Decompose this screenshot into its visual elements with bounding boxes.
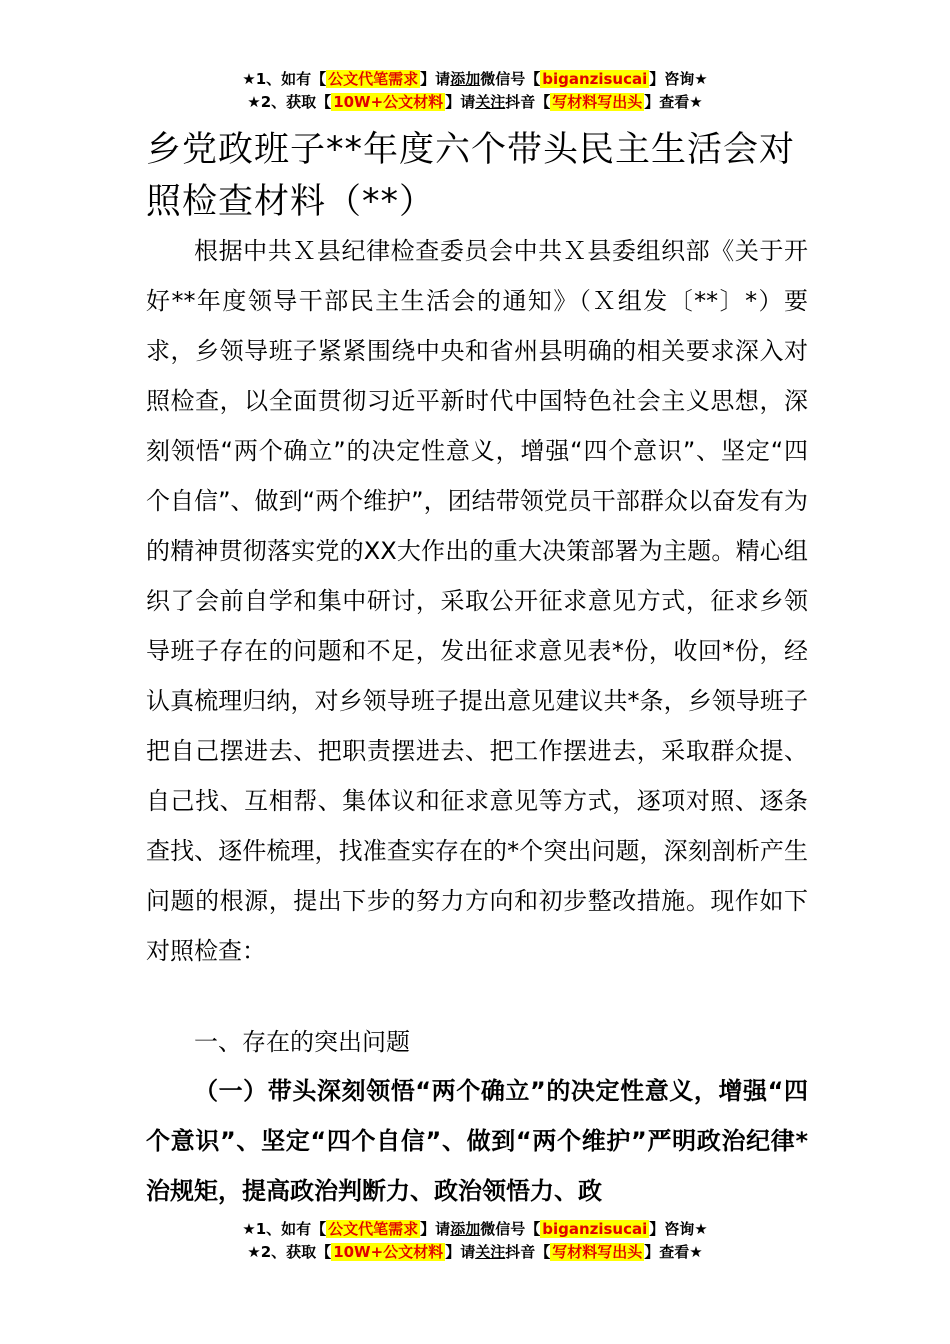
banner-text: 】请: [445, 1243, 476, 1261]
banner-line-1: [0, 1218, 950, 1241]
banner-highlight: 写材料写出头: [552, 1243, 643, 1261]
banner-underlined-text: 添加: [450, 70, 481, 88]
banner-highlight: 10W+公文材料: [333, 1243, 444, 1261]
footer-banner: [0, 1218, 950, 1264]
banner-highlight: 公文代笔需求: [328, 1220, 419, 1238]
subsection-heading: （一）带头深刻领悟“两个确立”的决定性意义，增强“四个意识”、坚定“四个自信”、做到“两个维护”严明政治纪律*治规矩，提高政治判断力、政治领悟力、政: [146, 1077, 808, 1205]
banner-underlined-text: 关注: [475, 93, 506, 111]
header-banner: [0, 68, 950, 114]
banner-text: 】请: [420, 70, 451, 88]
banner-highlight: biganzisucai: [542, 70, 648, 88]
banner-line-2: [0, 1241, 950, 1264]
banner-line-1: [0, 68, 950, 91]
banner-text: ★2、获取【: [247, 93, 332, 111]
banner-text: 】请: [420, 1220, 451, 1238]
section-heading: 一、存在的突出问题: [194, 1028, 410, 1056]
banner-text: ★1、如有【: [242, 70, 327, 88]
banner-highlight: 10W+公文材料: [333, 93, 444, 111]
banner-text: 微信号【: [480, 1220, 541, 1238]
banner-text: 】请: [445, 93, 476, 111]
banner-text: 】查看★: [644, 93, 703, 111]
banner-text: 微信号【: [480, 70, 541, 88]
banner-line-2: [0, 91, 950, 114]
banner-highlight: biganzisucai: [542, 1220, 648, 1238]
banner-text: ★1、如有【: [242, 1220, 327, 1238]
banner-underlined-text: 添加: [450, 1220, 481, 1238]
banner-text: 】咨询★: [649, 1220, 708, 1238]
banner-text: 】查看★: [644, 1243, 703, 1261]
banner-highlight: 写材料写出头: [552, 93, 643, 111]
document-title: 乡党政班子**年度六个带头民主生活会对照检查材料（**）: [146, 130, 796, 222]
banner-text: ★2、获取【: [247, 1243, 332, 1261]
banner-underlined-text: 关注: [475, 1243, 506, 1261]
banner-text: 抖音【: [505, 1243, 551, 1261]
banner-highlight: 公文代笔需求: [328, 70, 419, 88]
banner-text: 】咨询★: [649, 70, 708, 88]
body-paragraph: 根据中共Ｘ县纪律检查委员会中共Ｘ县委组织部《关于开好**年度领导干部民主生活会的通知》（Ｘ组发〔**〕*）要求，乡领导班子紧紧围绕中央和省州县明确的相关要求深入对照检查，以全面贯彻习近平新时代中国特色社会主义思想，深刻领悟“两个确立”的决定性意义，增强“四个意识”、坚定“四个自信”、做到“两个维护”，团结带领党员干部群众以奋发有为的精神贯彻落实党的XX大作出的重大决策部署为主题。精心组织了会前自学和集中研讨，采取公开征求意见方式，征求乡领导班子存在的问题和不足，发出征求意见表*份，收回*份，经认真梳理归纳，对乡领导班子提出意见建议共*条，乡领导班子把自己摆进去、把职责摆进去、把工作摆进去，采取群众提、自己找、互相帮、集体议和征求意见等方式，逐项对照、逐条查找、逐件梳理，找准查实存在的*个突出问题，深刻剖析产生问题的根源，提出下步的努力方向和初步整改措施。现作如下对照检查：: [146, 237, 808, 965]
banner-text: 抖音【: [505, 93, 551, 111]
